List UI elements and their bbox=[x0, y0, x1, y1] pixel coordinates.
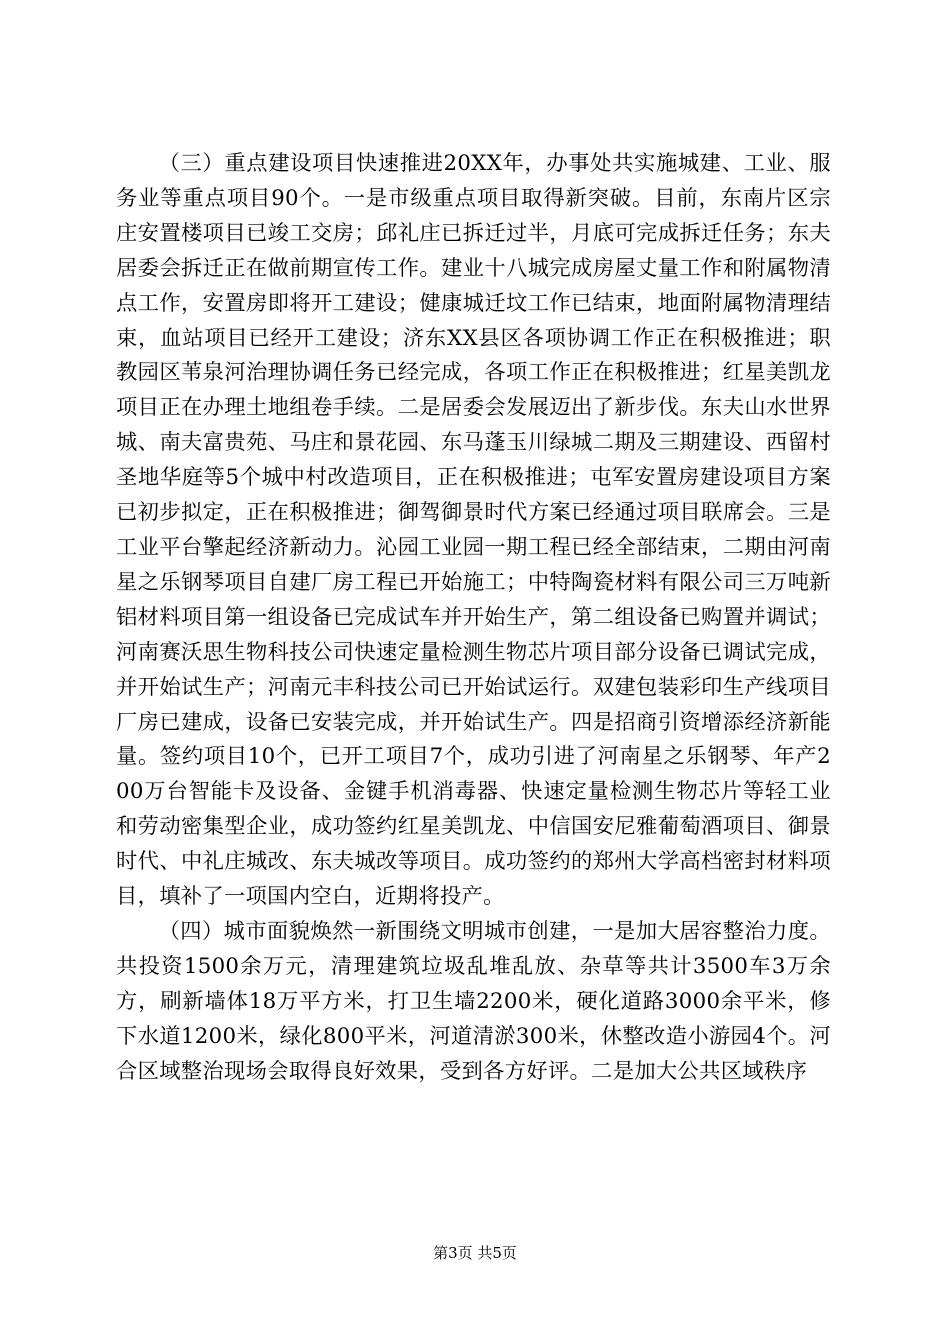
document-body bbox=[116, 147, 831, 1089]
page-number-footer: 第3页 共5页 bbox=[433, 1244, 517, 1262]
paragraph-section-four: （四）城市面貌焕然一新围绕文明城市创建，一是加大居容整治力度。共投资1500余万元，清理建筑垃圾乱堆乱放、杂草等共计3500车3万余方，刷新墙体18万平方米，打卫生墙2200米，硬化道路3000余平米，修下水道1200米，绿化800平米，河道清淤300米，休整改造小游园4个。河合区域整治现场会取得良好效果，受到各方好评。二是加大公共区域秩序 bbox=[116, 918, 831, 1084]
paragraph-section-three: （三）重点建设项目快速推进20XX年，办事处共实施城建、工业、服务业等重点项目90个。一是市级重点项目取得新突破。目前，东南片区宗庄安置楼项目已竣工交房；邱礼庄已拆迁过半，月底可完成拆迁任务；东夫居委会拆迁正在做前期宣传工作。建业十八城完成房屋丈量工作和附属物清点工作，安置房即将开工建设；健康城迁坟工作已结束，地面附属物清理结束，血站项目已经开工建设；济东XX县区各项协调工作正在积极推进；职教园区苇泉河治理协调任务已经完成，各项工作正在积极推进；红星美凯龙项目正在办理土地组卷手续。二是居委会发展迈出了新步伐。东夫山水世界城、南夫富贵苑、马庄和景花园、东马蓬玉川绿城二期及三期建设、西留村圣地华庭等5个城中村改造项目，正在积极推进；屯军安置房建设项目方案已初步拟定，正在积极推进；御驾御景时代方案已经通过项目联席会。三是工业平台擎起经济新动力。沁园工业园一期工程已经全部结束，二期由河南星之乐钢琴项目自建厂房工程已开始施工；中特陶瓷材料有限公司三万吨新铝材料项目第一组设备已完成试车并开始生产，第二组设备已购置并调试；河南赛沃思生物科技公司快速定量检测生物芯片项目部分设备已调试完成，并开始试生产；河南元丰科技公司已开始试运行。双建包装彩印生产线项目厂房已建成，设备已安装完成，并开始试生产。四是招商引资增添经济新能量。签约项目10个，已开工项目7个，成功引进了河南星之乐钢琴、年产200万台智能卡及设备、金键手机消毒器、快速定量检测生物芯片等轻工业和劳动密集型企业，成功签约红星美凯龙、中信国安尼雅葡萄酒项目、御景时代、中礼庄城改、东夫城改等项目。成功签约的郑州大学高档密封材料项目，填补了一项国内空白，近期将投产。 bbox=[116, 151, 831, 910]
